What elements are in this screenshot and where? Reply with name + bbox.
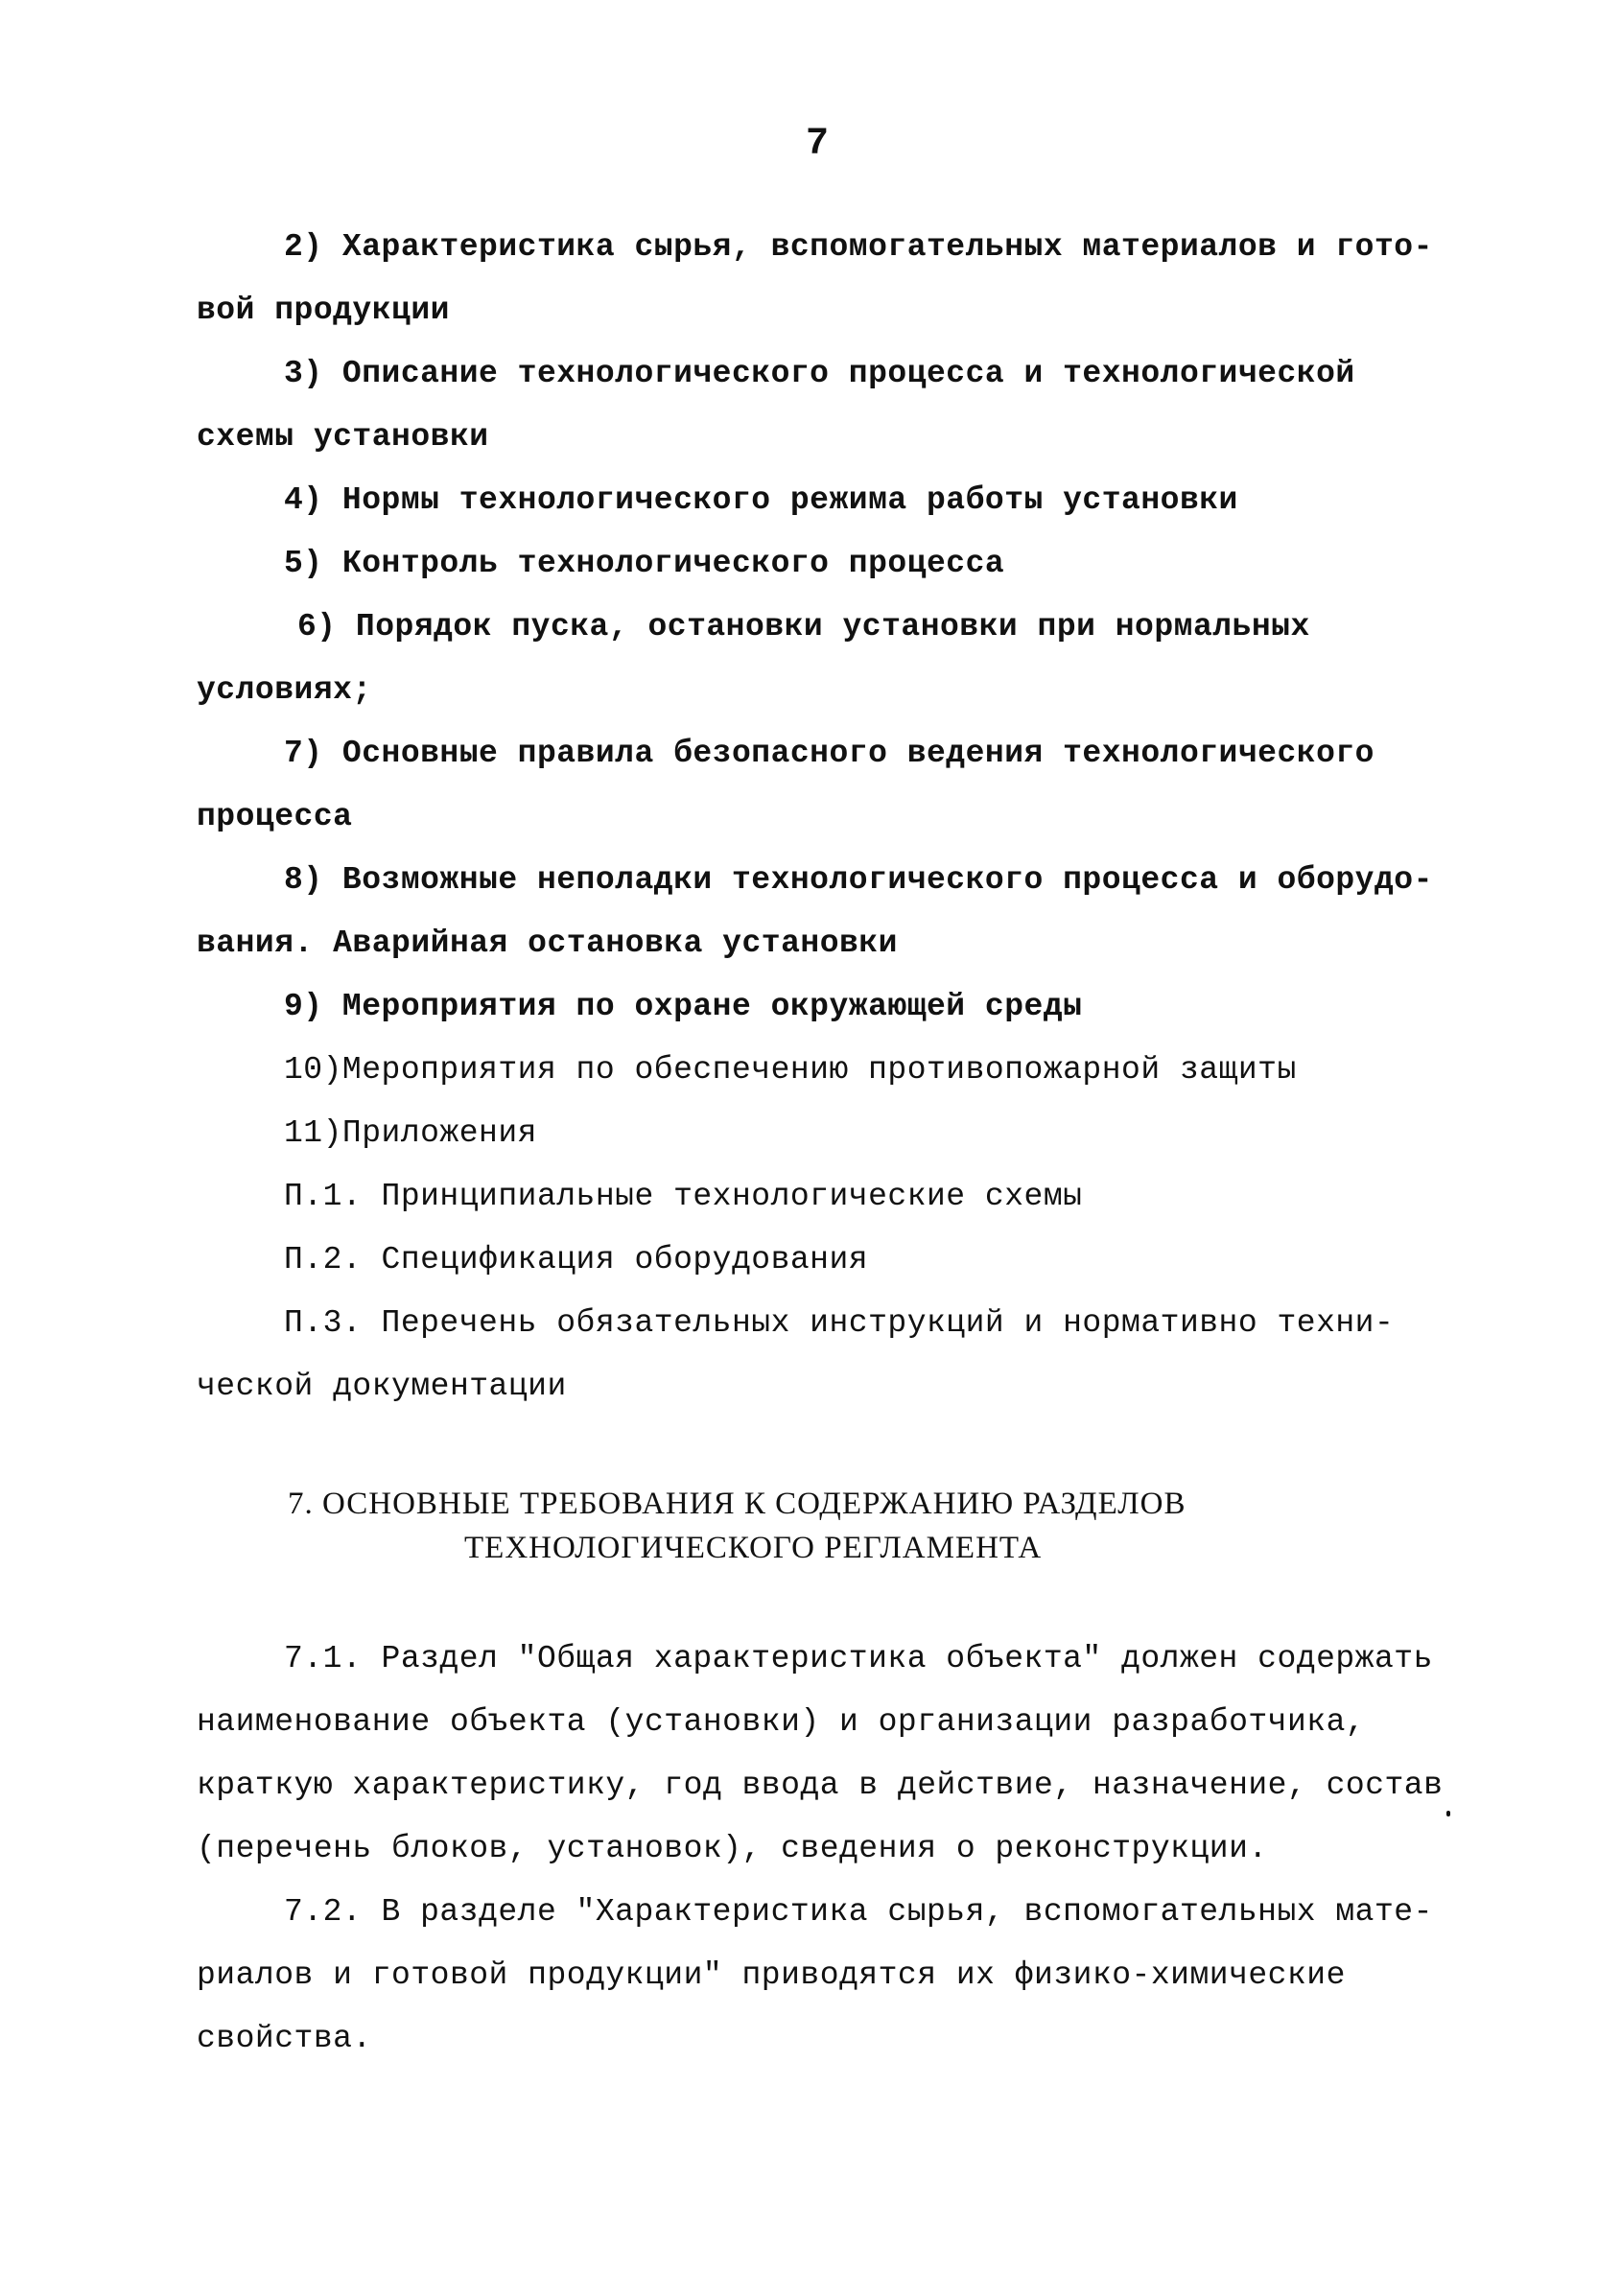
para-7-1-line3: краткую характеристику, год ввода в действие, назначение, состав	[197, 1768, 1444, 1803]
toc-item-6-line1: 6) Порядок пуска, остановки установки при нормальных	[297, 609, 1310, 644]
para-7-2-line2: риалов и готовой продукции" приводятся их физико-химические	[197, 1957, 1346, 1993]
section-heading-line2: ТЕХНОЛОГИЧЕСКОГО РЕГЛАМЕНТА	[464, 1531, 1043, 1565]
toc-item-7-line2: процесса	[197, 799, 353, 834]
para-7-2-line1: 7.2. В разделе "Характеристика сырья, вспомогательных мате-	[284, 1894, 1433, 1930]
toc-item-8-line1: 8) Возможные неполадки технологического процесса и оборудо-	[284, 862, 1433, 898]
toc-appendix-2: П.2. Спецификация оборудования	[284, 1242, 869, 1277]
toc-item-10: 10)Мероприятия по обеспечению противопожарной защиты	[284, 1052, 1297, 1088]
toc-item-6-line2: условиях;	[197, 672, 372, 708]
toc-item-5: 5) Контроль технологического процесса	[284, 546, 1005, 581]
toc-item-3-line2: схемы установки	[197, 419, 489, 455]
para-7-1-line4: (перечень блоков, установок), сведения о реконструкции.	[197, 1831, 1268, 1866]
toc-item-9: 9) Мероприятия по охране окружающей среды	[284, 989, 1083, 1024]
stray-ink-mark	[1446, 1811, 1450, 1816]
toc-appendix-3-line1: П.3. Перечень обязательных инструкций и нормативно техни-	[284, 1305, 1395, 1341]
toc-item-11: 11)Приложения	[284, 1115, 537, 1151]
toc-appendix-1: П.1. Принципиальные технологические схемы	[284, 1179, 1083, 1214]
para-7-1-line2: наименование объекта (установки) и организации разработчика,	[197, 1704, 1366, 1740]
page-number: 7	[806, 123, 830, 166]
para-7-2-line3: свойства.	[197, 2021, 372, 2056]
toc-item-2-line2: вой продукции	[197, 293, 450, 328]
toc-item-3-line1: 3) Описание технологического процесса и технологической	[284, 356, 1355, 391]
toc-item-2-line1: 2) Характеристика сырья, вспомогательных материалов и гото-	[284, 229, 1433, 265]
toc-item-4: 4) Нормы технологического режима работы установки	[284, 482, 1238, 518]
section-heading-line1: 7. ОСНОВНЫЕ ТРЕБОВАНИЯ К СОДЕРЖАНИЮ РАЗДЕЛОВ	[288, 1487, 1186, 1521]
toc-item-8-line2: вания. Аварийная остановка установки	[197, 925, 898, 961]
toc-item-7-line1: 7) Основные правила безопасного ведения технологического	[284, 736, 1374, 771]
toc-appendix-3-line2: ческой документации	[197, 1369, 567, 1404]
para-7-1-line1: 7.1. Раздел "Общая характеристика объекта" должен содержать	[284, 1641, 1433, 1676]
